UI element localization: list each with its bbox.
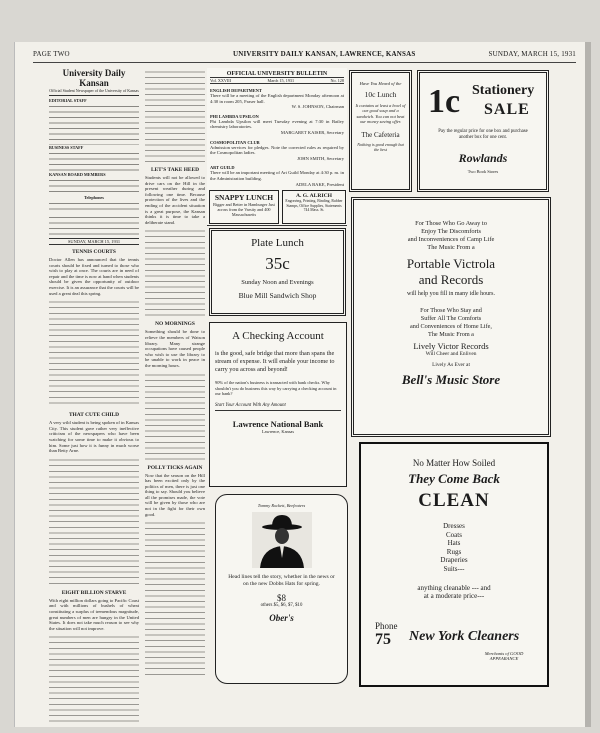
ad-headline: Lively Victor Records [413, 341, 489, 351]
bulletin-item [210, 114, 344, 136]
ad-price: 1c [428, 83, 461, 120]
ad-new-york-cleaners [359, 442, 549, 687]
staff-list [49, 103, 139, 145]
editorial-column [49, 68, 139, 723]
page-number: PAGE TWO [33, 50, 70, 58]
article-heading: THAT CUTE CHILD [68, 412, 120, 419]
ad-price: 35c [265, 254, 290, 273]
ad-bells-music-store [351, 197, 551, 437]
bulletin-sign: ADELA BAKE, President [295, 181, 344, 187]
scan-edge-shadow [585, 42, 591, 727]
ad-line: Will Cheer and Enliven [425, 351, 477, 357]
ad-alrich [282, 190, 346, 224]
ad-business-name: New York Cleaners [409, 629, 520, 644]
bulletin-body: Admission services for pledges. Note the corrected rules as required by the Cosmopolitan ladies. [210, 144, 344, 156]
bulletin-sign: W. S. JOHNSON, Chairman [291, 104, 344, 110]
ad-body: It contains at least a bowl of our good soup and a sandwich. You can not beat our money saving offer. [355, 103, 406, 125]
hat-portrait-illustration [252, 512, 312, 568]
list-item: Rugs [446, 547, 462, 556]
article-continued-text [145, 227, 205, 317]
masthead-subtitle: Official Student Newspaper of the University of Kansas [49, 88, 139, 96]
ad-headline: A. G. ALRICH [295, 193, 333, 199]
ad-tagline: Merchants of GOOD APPEARANCE [484, 651, 524, 661]
bulletin-title: OFFICIAL UNIVERSITY BULLETIN [226, 71, 328, 77]
article-tennis [49, 249, 139, 408]
bulletin-body: There will be an important meeting of Art Guild Monday at 4:30 p. m. in the Administration building. [210, 170, 344, 181]
bulletin-volume: Vol. XXVIII [210, 78, 232, 83]
ad-body: Engraving, Printing, Binding, Rubber Stamps, Office Supplies, Statements 744 Mass. St. [285, 199, 343, 213]
bulletin-body: Phi Lambda Upsilon will meet Tuesday evening at 7:30 in Bailey chemistry laboratories. [210, 118, 344, 130]
ad-business-name: Blue Mill Sandwich Shop [238, 291, 317, 300]
article-body: Now that the season on the Hill has been excited only by the politics of men, there is just one thing to say. Should you believe all the promises made, the vote will be given by those who are not in the fight for their own good. [145, 472, 205, 517]
article-continued-text [145, 68, 205, 163]
ad-phone-number: 75 [375, 631, 391, 648]
telephones-label: Telephones [84, 195, 104, 200]
page-header [33, 50, 576, 63]
list-item: Dresses [443, 522, 465, 530]
ad-price: $8 [277, 593, 286, 603]
ad-ten-cent-lunch [349, 70, 412, 192]
ad-line: anything cleanable --- and [417, 583, 491, 592]
bulletin-meta [210, 77, 344, 84]
ad-business-name: Rowlands [458, 151, 508, 165]
ad-line: Enjoy The Discomforts [421, 228, 481, 235]
ad-sale: SALE [484, 101, 530, 118]
ad-body: is the good, safe bridge that more than spans the stream of expense. It will enable your income to carry you across and beyond! [215, 350, 335, 373]
bulletin-sign: MARGARET KAISER, Secretary [280, 129, 344, 135]
ad-business-name: Ober's [269, 613, 294, 623]
ad-business-name: The Cafeteria [361, 130, 400, 139]
ad-tagline: Lawrence, Kansas [261, 428, 295, 434]
ad-checking-account [209, 322, 347, 487]
list-item: Draperies [440, 556, 468, 565]
ad-line: Suffer All The Comforts [420, 315, 482, 322]
ad-line: The Music From a [428, 331, 474, 338]
ad-body: Bigger and Better in Hamburger Just across from the Varsity and 400 Massachusetts [213, 202, 275, 217]
bulletin-heading: ART GUILD [210, 165, 235, 171]
newspaper-page [14, 42, 590, 727]
ad-plate-lunch [209, 228, 346, 316]
masthead-notice [49, 214, 139, 236]
article-body: Doctor Allen has announced that the tennis courts should be fixed and turned to those who wish to play at once. The courts are in need of repair and the time is now at hand when students should be given the opportunity of outdoor exercise. It is an assurance that the courts will be used a great deal this spring. [49, 257, 139, 296]
ad-headline: They Come Back [408, 471, 500, 486]
ad-body: Pay the regular price for one box and purchase another box for one cent. [438, 129, 528, 140]
board-list [49, 177, 139, 195]
article-cute-child [49, 412, 139, 586]
ad-caption: Tommy Rockett, Beefeaters [257, 503, 306, 508]
article-continued-text [49, 298, 139, 408]
business-staff-list [49, 150, 139, 172]
ad-tagline: Nothing is good enough but the best [357, 141, 404, 152]
ad-headline: Portable Victrola [406, 256, 496, 271]
ad-line: For Those Who Go Away to [415, 220, 487, 227]
article-heading: POLLY TICKS AGAIN [147, 464, 203, 471]
ad-line: The Music From a [427, 244, 475, 251]
ad-stationery-sale [417, 70, 549, 192]
ad-line: Start Your Account With Any Amount [215, 403, 341, 411]
article-body: Something should be done to relieve the members of Watson library. Many strange occupations have caused people who wish to use the library to be unable to work in peace in the morning hours. [145, 329, 205, 368]
issue-date: SUNDAY, MARCH 15, 1931 [488, 50, 576, 58]
editorial-column-2 [145, 68, 205, 723]
ad-line: and Conveniences of Home Life, [410, 323, 492, 330]
ad-line: at a moderate price--- [423, 591, 485, 600]
telephone-list [49, 200, 139, 212]
ad-headline: A Checking Account [232, 330, 324, 342]
article-heading: TENNIS COURTS [72, 249, 116, 255]
ad-obers-hats [215, 494, 348, 684]
ad-line: Sunday Noon and Evenings [241, 279, 314, 286]
article-heading: EIGHT BILLION STARVE [61, 589, 127, 596]
article-heading: NO MORNINGS [155, 321, 195, 328]
paper-name: UNIVERSITY DAILY KANSAN, LAWRENCE, KANSAS [233, 50, 416, 58]
ad-headline: 10c Lunch [364, 90, 397, 99]
clean-items-list [369, 522, 539, 574]
ad-business-name: Lawrence National Bank [232, 418, 324, 429]
bulletin-item [210, 88, 344, 110]
bulletin-date: March 15, 1931 [267, 78, 295, 83]
ad-fine-print: 90% of the nation's business is transacted with bank checks. Why shouldn't you do business this way by carrying a checking account in our bank? [215, 380, 337, 397]
article-continued-text [145, 371, 205, 461]
article-body: Students will not be allowed to drive cars on the Hill in the present weather during and following one time. Because protection of the lives and the ending of the accident situation is a great purpose, the Kansan thinks it is time to take a deliberate stand. [145, 175, 205, 225]
article-eight-billion [49, 590, 139, 723]
ad-line: will help you fill in many idle hours. [407, 291, 495, 297]
list-item: Suits--- [443, 564, 465, 573]
article-continued-text [145, 519, 205, 679]
bulletin-body: There will be a meeting of the English department Monday afternoon at 4:30 in room 205, Fraser hall. [210, 93, 344, 104]
ad-line: No Matter How Soiled [412, 458, 496, 468]
bulletin-item [210, 140, 344, 162]
business-staff-label: BUSINESS STAFF [49, 145, 84, 150]
editorial-staff-label: EDITORIAL STAFF [49, 98, 87, 103]
ad-headline: and Records [418, 272, 484, 287]
ad-body: Head lines tell the story, whether in the news or on the new Dobbs Hats for spring. [228, 574, 335, 587]
ad-tagline: Two Book Stores [467, 169, 499, 174]
ad-line: others $5, $6, $7, $10 [260, 603, 303, 608]
kansan-board-label: KANSAN BOARD MEMBERS [49, 172, 106, 177]
ad-headline: SNAPPY LUNCH [214, 193, 274, 202]
ad-line: Lively As Ever at [432, 362, 470, 368]
bulletin-number: No. 128 [330, 78, 344, 83]
ad-headline-big: CLEAN [418, 490, 490, 511]
ad-snappy-lunch [209, 190, 279, 224]
ad-business-name: Bell's Music Store [401, 372, 501, 387]
masthead-date: SUNDAY, MARCH 15, 1931 [49, 238, 139, 245]
ad-line: and Inconveniences of Camp Life [407, 236, 495, 243]
cleaners-logo [371, 621, 539, 671]
bulletin-heading: ENGLISH DEPARTMENT [210, 88, 262, 93]
list-item: Coats [446, 530, 462, 539]
article-heading: LET'S TAKE HEED [150, 167, 200, 173]
article-continued-text [49, 456, 139, 586]
article-body: With eight million dollars going to Pacific Coast and with millions of bushels of wheat constituting a surplus of tremendous magnitude, great numbers of men are hungry in the United States. It does not take much reason to see why the situation will not improve. [49, 597, 139, 631]
list-item: Hats [447, 539, 461, 548]
bulletin-heading: PHI LAMBDA UPSILON [210, 113, 259, 119]
ad-headline: Stationery [472, 83, 535, 98]
masthead-title: University Daily Kansan [62, 68, 126, 88]
bulletin-heading: COSMOPOLITAN CLUB [210, 139, 260, 145]
bulletin-item [210, 165, 344, 187]
bulletin-sign: JOHN SMITH, Secretary [297, 155, 344, 161]
article-continued-text [49, 633, 139, 723]
ad-headline: Plate Lunch [251, 237, 304, 249]
ad-line: For Those Who Stay and [420, 307, 482, 314]
ad-phone-label: Phone [375, 621, 398, 631]
article-body: A very wild student is being spoken of in Kansas City. This student gave rather very ineffective criticism of the newspapers who have been watching for some time to make it obvious to him. Some just how it is funny in much worse than Betty Arne. [49, 420, 139, 454]
ad-line: Have You Heard of the [359, 81, 402, 86]
